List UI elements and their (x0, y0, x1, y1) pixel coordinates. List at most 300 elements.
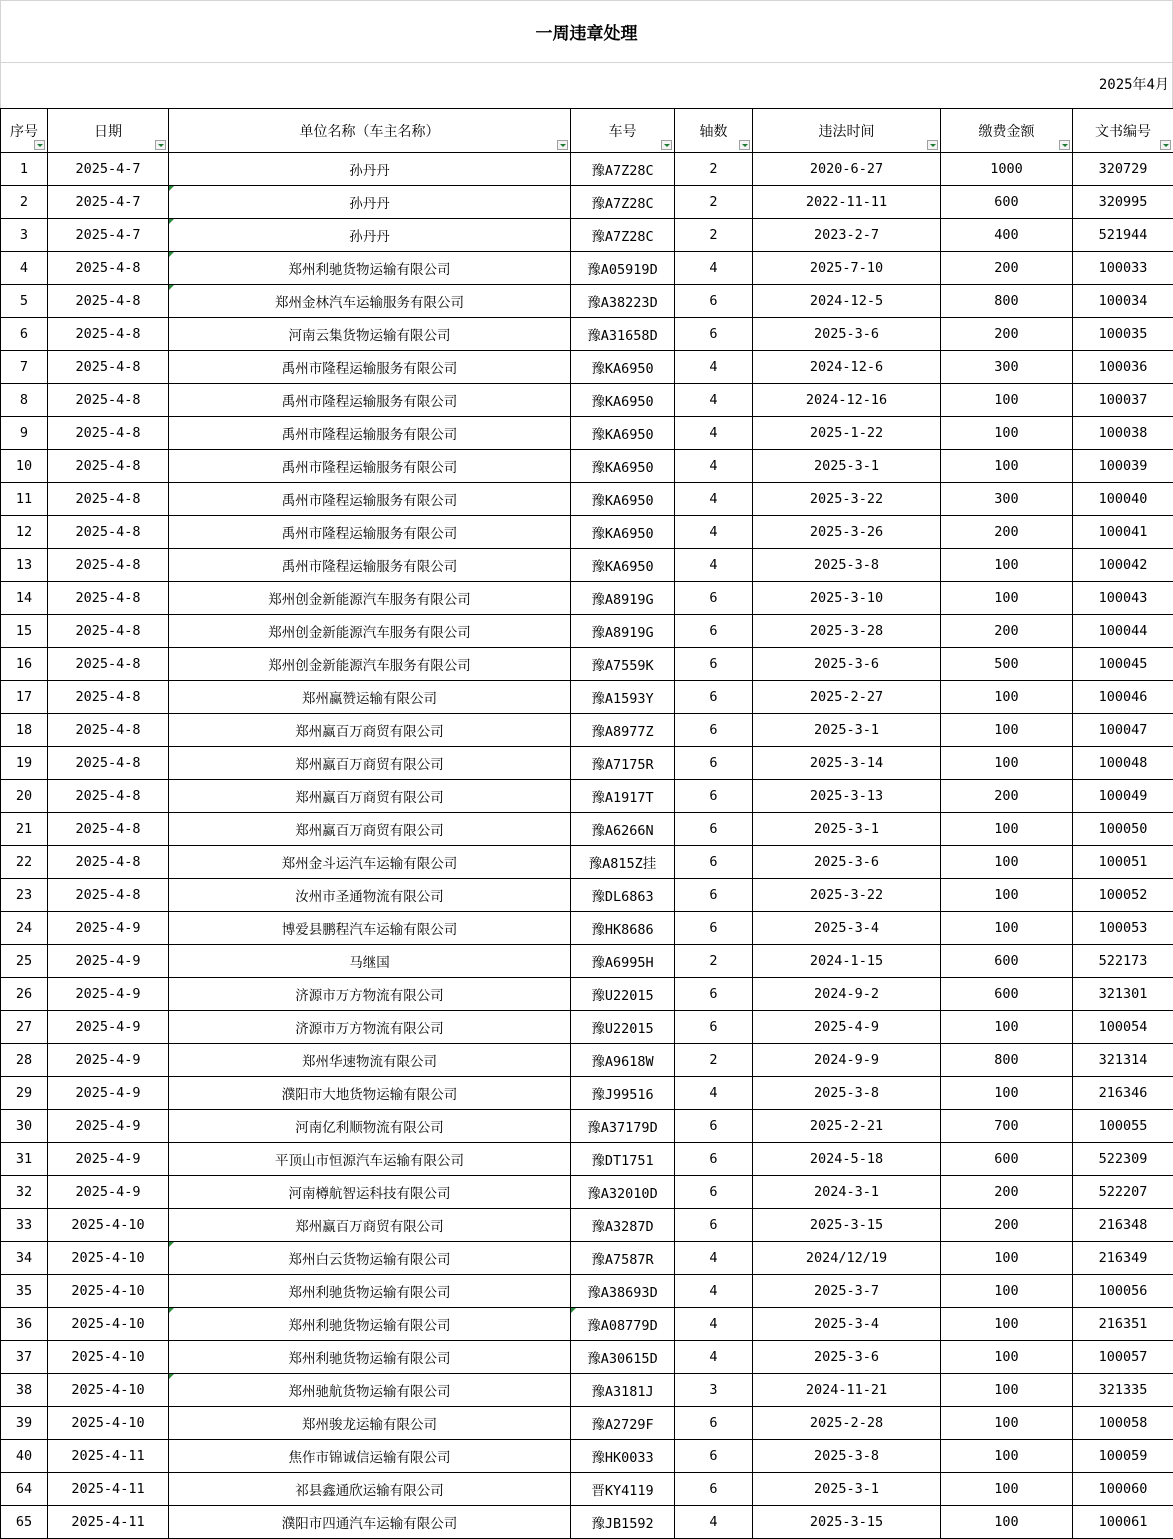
company-cell[interactable]: 孙丹丹 (169, 219, 571, 252)
axles-cell[interactable]: 6 (675, 1011, 753, 1044)
violation-time-cell[interactable]: 2025-7-10 (753, 252, 941, 285)
company-cell[interactable]: 郑州赢百万商贸有限公司 (169, 813, 571, 846)
seq-cell[interactable]: 20 (1, 780, 48, 813)
violation-time-cell[interactable]: 2020-6-27 (753, 153, 941, 186)
fee-cell[interactable]: 600 (941, 945, 1073, 978)
axles-cell[interactable]: 4 (675, 1506, 753, 1539)
plate-cell[interactable]: 豫U22015 (571, 978, 675, 1011)
axles-cell[interactable]: 4 (675, 516, 753, 549)
axles-cell[interactable]: 6 (675, 1440, 753, 1473)
seq-cell[interactable]: 12 (1, 516, 48, 549)
violation-time-cell[interactable]: 2024-12-16 (753, 384, 941, 417)
plate-cell[interactable]: 豫A8919G (571, 582, 675, 615)
fee-cell[interactable]: 100 (941, 1308, 1073, 1341)
doc-no-cell[interactable]: 100043 (1073, 582, 1173, 615)
date-cell[interactable]: 2025-4-8 (48, 648, 169, 681)
date-cell[interactable]: 2025-4-8 (48, 351, 169, 384)
fee-cell[interactable]: 100 (941, 1011, 1073, 1044)
date-cell[interactable]: 2025-4-7 (48, 153, 169, 186)
company-cell[interactable]: 郑州赢赞运输有限公司 (169, 681, 571, 714)
doc-no-cell[interactable]: 522207 (1073, 1176, 1173, 1209)
company-cell[interactable]: 禹州市隆程运输服务有限公司 (169, 483, 571, 516)
filter-dropdown-icon[interactable] (1160, 140, 1171, 150)
date-cell[interactable]: 2025-4-11 (48, 1473, 169, 1506)
fee-cell[interactable]: 1000 (941, 153, 1073, 186)
plate-cell[interactable]: 豫HK0033 (571, 1440, 675, 1473)
date-cell[interactable]: 2025-4-10 (48, 1407, 169, 1440)
doc-no-cell[interactable]: 100056 (1073, 1275, 1173, 1308)
company-cell[interactable]: 郑州赢百万商贸有限公司 (169, 1209, 571, 1242)
violation-time-cell[interactable]: 2025-3-6 (753, 846, 941, 879)
doc-no-cell[interactable]: 522173 (1073, 945, 1173, 978)
fee-cell[interactable]: 200 (941, 1209, 1073, 1242)
date-cell[interactable]: 2025-4-8 (48, 714, 169, 747)
company-cell[interactable]: 郑州利驰货物运输有限公司 (169, 1275, 571, 1308)
company-cell[interactable]: 郑州利驰货物运输有限公司 (169, 1308, 571, 1341)
axles-cell[interactable]: 6 (675, 615, 753, 648)
fee-cell[interactable]: 100 (941, 681, 1073, 714)
axles-cell[interactable]: 4 (675, 1341, 753, 1374)
company-cell[interactable]: 祁县鑫通欣运输有限公司 (169, 1473, 571, 1506)
company-cell[interactable]: 禹州市隆程运输服务有限公司 (169, 516, 571, 549)
date-cell[interactable]: 2025-4-7 (48, 219, 169, 252)
doc-no-cell[interactable]: 100033 (1073, 252, 1173, 285)
filter-dropdown-icon[interactable] (557, 140, 568, 150)
doc-no-cell[interactable]: 100036 (1073, 351, 1173, 384)
plate-cell[interactable]: 豫A30615D (571, 1341, 675, 1374)
company-cell[interactable]: 禹州市隆程运输服务有限公司 (169, 417, 571, 450)
violation-time-cell[interactable]: 2025-3-7 (753, 1275, 941, 1308)
plate-cell[interactable]: 豫A7175R (571, 747, 675, 780)
filter-dropdown-icon[interactable] (927, 140, 938, 150)
axles-cell[interactable]: 6 (675, 1407, 753, 1440)
seq-cell[interactable]: 39 (1, 1407, 48, 1440)
filter-dropdown-icon[interactable] (739, 140, 750, 150)
seq-cell[interactable]: 28 (1, 1044, 48, 1077)
violation-time-cell[interactable]: 2025-4-9 (753, 1011, 941, 1044)
fee-cell[interactable]: 100 (941, 1440, 1073, 1473)
date-cell[interactable]: 2025-4-8 (48, 252, 169, 285)
violation-time-cell[interactable]: 2023-2-7 (753, 219, 941, 252)
company-cell[interactable]: 郑州创金新能源汽车服务有限公司 (169, 648, 571, 681)
violation-time-cell[interactable]: 2025-3-22 (753, 879, 941, 912)
date-cell[interactable]: 2025-4-10 (48, 1341, 169, 1374)
plate-cell[interactable]: 豫A2729F (571, 1407, 675, 1440)
axles-cell[interactable]: 4 (675, 417, 753, 450)
date-cell[interactable]: 2025-4-8 (48, 549, 169, 582)
plate-cell[interactable]: 豫A7587R (571, 1242, 675, 1275)
fee-cell[interactable]: 100 (941, 1275, 1073, 1308)
fee-cell[interactable]: 300 (941, 483, 1073, 516)
date-cell[interactable]: 2025-4-9 (48, 945, 169, 978)
company-cell[interactable]: 濮阳市四通汽车运输有限公司 (169, 1506, 571, 1539)
date-cell[interactable]: 2025-4-9 (48, 1077, 169, 1110)
company-cell[interactable]: 博爱县鹏程汽车运输有限公司 (169, 912, 571, 945)
date-cell[interactable]: 2025-4-8 (48, 846, 169, 879)
company-cell[interactable]: 郑州白云货物运输有限公司 (169, 1242, 571, 1275)
violation-time-cell[interactable]: 2025-1-22 (753, 417, 941, 450)
axles-cell[interactable]: 2 (675, 945, 753, 978)
axles-cell[interactable]: 4 (675, 1308, 753, 1341)
axles-cell[interactable]: 2 (675, 153, 753, 186)
fee-cell[interactable]: 100 (941, 813, 1073, 846)
date-cell[interactable]: 2025-4-10 (48, 1209, 169, 1242)
fee-cell[interactable]: 100 (941, 549, 1073, 582)
date-cell[interactable]: 2025-4-10 (48, 1308, 169, 1341)
axles-cell[interactable]: 6 (675, 747, 753, 780)
plate-cell[interactable]: 豫KA6950 (571, 483, 675, 516)
seq-cell[interactable]: 29 (1, 1077, 48, 1110)
axles-cell[interactable]: 3 (675, 1374, 753, 1407)
plate-cell[interactable]: 豫A31658D (571, 318, 675, 351)
plate-cell[interactable]: 豫A7Z28C (571, 219, 675, 252)
seq-cell[interactable]: 1 (1, 153, 48, 186)
plate-cell[interactable]: 豫A32010D (571, 1176, 675, 1209)
seq-cell[interactable]: 34 (1, 1242, 48, 1275)
company-cell[interactable]: 禹州市隆程运输服务有限公司 (169, 549, 571, 582)
company-cell[interactable]: 济源市万方物流有限公司 (169, 978, 571, 1011)
doc-no-cell[interactable]: 522309 (1073, 1143, 1173, 1176)
plate-cell[interactable]: 豫DT1751 (571, 1143, 675, 1176)
fee-cell[interactable]: 100 (941, 1341, 1073, 1374)
seq-cell[interactable]: 16 (1, 648, 48, 681)
seq-cell[interactable]: 9 (1, 417, 48, 450)
plate-cell[interactable]: 豫A05919D (571, 252, 675, 285)
axles-cell[interactable]: 6 (675, 1110, 753, 1143)
seq-cell[interactable]: 36 (1, 1308, 48, 1341)
fee-cell[interactable]: 600 (941, 1143, 1073, 1176)
date-cell[interactable]: 2025-4-8 (48, 813, 169, 846)
doc-no-cell[interactable]: 216349 (1073, 1242, 1173, 1275)
doc-no-cell[interactable]: 216346 (1073, 1077, 1173, 1110)
seq-cell[interactable]: 22 (1, 846, 48, 879)
axles-cell[interactable]: 6 (675, 285, 753, 318)
violation-time-cell[interactable]: 2024-12-6 (753, 351, 941, 384)
company-cell[interactable]: 郑州金林汽车运输服务有限公司 (169, 285, 571, 318)
violation-time-cell[interactable]: 2025-3-1 (753, 450, 941, 483)
fee-cell[interactable]: 600 (941, 978, 1073, 1011)
doc-no-cell[interactable]: 100038 (1073, 417, 1173, 450)
violation-time-cell[interactable]: 2024-11-21 (753, 1374, 941, 1407)
axles-cell[interactable]: 4 (675, 1275, 753, 1308)
fee-cell[interactable]: 100 (941, 1374, 1073, 1407)
date-cell[interactable]: 2025-4-8 (48, 681, 169, 714)
seq-cell[interactable]: 25 (1, 945, 48, 978)
plate-cell[interactable]: 豫A8919G (571, 615, 675, 648)
doc-no-cell[interactable]: 100046 (1073, 681, 1173, 714)
violation-time-cell[interactable]: 2024/12/19 (753, 1242, 941, 1275)
doc-no-cell[interactable]: 216351 (1073, 1308, 1173, 1341)
seq-cell[interactable]: 4 (1, 252, 48, 285)
violation-time-cell[interactable]: 2025-3-13 (753, 780, 941, 813)
company-cell[interactable]: 郑州创金新能源汽车服务有限公司 (169, 582, 571, 615)
doc-no-cell[interactable]: 100059 (1073, 1440, 1173, 1473)
seq-cell[interactable]: 65 (1, 1506, 48, 1539)
plate-cell[interactable]: 豫U22015 (571, 1011, 675, 1044)
fee-cell[interactable]: 100 (941, 1077, 1073, 1110)
plate-cell[interactable]: 豫A3181J (571, 1374, 675, 1407)
doc-no-cell[interactable]: 100047 (1073, 714, 1173, 747)
axles-cell[interactable]: 6 (675, 1473, 753, 1506)
violation-time-cell[interactable]: 2025-3-15 (753, 1209, 941, 1242)
violation-time-cell[interactable]: 2025-3-8 (753, 549, 941, 582)
axles-cell[interactable]: 6 (675, 582, 753, 615)
fee-cell[interactable]: 100 (941, 1242, 1073, 1275)
axles-cell[interactable]: 6 (675, 648, 753, 681)
plate-cell[interactable]: 豫A7559K (571, 648, 675, 681)
plate-cell[interactable]: 豫DL6863 (571, 879, 675, 912)
doc-no-cell[interactable]: 100045 (1073, 648, 1173, 681)
violation-time-cell[interactable]: 2024-1-15 (753, 945, 941, 978)
doc-no-cell[interactable]: 320995 (1073, 186, 1173, 219)
violation-time-cell[interactable]: 2025-3-6 (753, 318, 941, 351)
plate-cell[interactable]: 晋KY4119 (571, 1473, 675, 1506)
fee-cell[interactable]: 500 (941, 648, 1073, 681)
seq-cell[interactable]: 6 (1, 318, 48, 351)
date-cell[interactable]: 2025-4-11 (48, 1440, 169, 1473)
doc-no-cell[interactable]: 100037 (1073, 384, 1173, 417)
axles-cell[interactable]: 4 (675, 351, 753, 384)
axles-cell[interactable]: 6 (675, 780, 753, 813)
date-cell[interactable]: 2025-4-9 (48, 1110, 169, 1143)
doc-no-cell[interactable]: 100053 (1073, 912, 1173, 945)
doc-no-cell[interactable]: 100055 (1073, 1110, 1173, 1143)
plate-cell[interactable]: 豫A3287D (571, 1209, 675, 1242)
company-cell[interactable]: 郑州金斗运汽车运输有限公司 (169, 846, 571, 879)
company-cell[interactable]: 焦作市锦诚信运输有限公司 (169, 1440, 571, 1473)
seq-cell[interactable]: 24 (1, 912, 48, 945)
date-cell[interactable]: 2025-4-8 (48, 450, 169, 483)
seq-cell[interactable]: 21 (1, 813, 48, 846)
filter-dropdown-icon[interactable] (34, 140, 45, 150)
axles-cell[interactable]: 6 (675, 846, 753, 879)
violation-time-cell[interactable]: 2025-3-4 (753, 912, 941, 945)
fee-cell[interactable]: 400 (941, 219, 1073, 252)
seq-cell[interactable]: 38 (1, 1374, 48, 1407)
date-cell[interactable]: 2025-4-9 (48, 1044, 169, 1077)
doc-no-cell[interactable]: 216348 (1073, 1209, 1173, 1242)
fee-cell[interactable]: 200 (941, 615, 1073, 648)
company-cell[interactable]: 郑州华速物流有限公司 (169, 1044, 571, 1077)
plate-cell[interactable]: 豫A38693D (571, 1275, 675, 1308)
fee-cell[interactable]: 300 (941, 351, 1073, 384)
date-cell[interactable]: 2025-4-9 (48, 912, 169, 945)
date-cell[interactable]: 2025-4-8 (48, 879, 169, 912)
axles-cell[interactable]: 4 (675, 252, 753, 285)
violation-time-cell[interactable]: 2024-12-5 (753, 285, 941, 318)
plate-cell[interactable]: 豫KA6950 (571, 549, 675, 582)
company-cell[interactable]: 河南云集货物运输有限公司 (169, 318, 571, 351)
plate-cell[interactable]: 豫A6995H (571, 945, 675, 978)
plate-cell[interactable]: 豫J99516 (571, 1077, 675, 1110)
company-cell[interactable]: 郑州驰航货物运输有限公司 (169, 1374, 571, 1407)
violation-time-cell[interactable]: 2024-9-9 (753, 1044, 941, 1077)
fee-cell[interactable]: 100 (941, 384, 1073, 417)
company-cell[interactable]: 郑州赢百万商贸有限公司 (169, 747, 571, 780)
violation-time-cell[interactable]: 2025-3-1 (753, 1473, 941, 1506)
fee-cell[interactable]: 200 (941, 252, 1073, 285)
plate-cell[interactable]: 豫A7Z28C (571, 153, 675, 186)
fee-cell[interactable]: 800 (941, 1044, 1073, 1077)
doc-no-cell[interactable]: 321301 (1073, 978, 1173, 1011)
company-cell[interactable]: 济源市万方物流有限公司 (169, 1011, 571, 1044)
plate-cell[interactable]: 豫A37179D (571, 1110, 675, 1143)
doc-no-cell[interactable]: 320729 (1073, 153, 1173, 186)
axles-cell[interactable]: 2 (675, 186, 753, 219)
date-cell[interactable]: 2025-4-8 (48, 747, 169, 780)
seq-cell[interactable]: 13 (1, 549, 48, 582)
violation-time-cell[interactable]: 2025-3-22 (753, 483, 941, 516)
fee-cell[interactable]: 600 (941, 186, 1073, 219)
doc-no-cell[interactable]: 100054 (1073, 1011, 1173, 1044)
company-cell[interactable]: 孙丹丹 (169, 153, 571, 186)
fee-cell[interactable]: 100 (941, 417, 1073, 450)
axles-cell[interactable]: 6 (675, 1209, 753, 1242)
violation-time-cell[interactable]: 2025-2-21 (753, 1110, 941, 1143)
axles-cell[interactable]: 4 (675, 1077, 753, 1110)
date-cell[interactable]: 2025-4-9 (48, 978, 169, 1011)
date-cell[interactable]: 2025-4-10 (48, 1242, 169, 1275)
axles-cell[interactable]: 4 (675, 384, 753, 417)
seq-cell[interactable]: 15 (1, 615, 48, 648)
seq-cell[interactable]: 8 (1, 384, 48, 417)
violation-time-cell[interactable]: 2025-3-6 (753, 1341, 941, 1374)
date-cell[interactable]: 2025-4-11 (48, 1506, 169, 1539)
date-cell[interactable]: 2025-4-8 (48, 318, 169, 351)
plate-cell[interactable]: 豫A1917T (571, 780, 675, 813)
axles-cell[interactable]: 6 (675, 1176, 753, 1209)
seq-cell[interactable]: 11 (1, 483, 48, 516)
fee-cell[interactable]: 200 (941, 318, 1073, 351)
doc-no-cell[interactable]: 100044 (1073, 615, 1173, 648)
violation-time-cell[interactable]: 2025-3-1 (753, 714, 941, 747)
date-cell[interactable]: 2025-4-8 (48, 417, 169, 450)
seq-cell[interactable]: 26 (1, 978, 48, 1011)
company-cell[interactable]: 郑州创金新能源汽车服务有限公司 (169, 615, 571, 648)
doc-no-cell[interactable]: 100057 (1073, 1341, 1173, 1374)
date-cell[interactable]: 2025-4-10 (48, 1374, 169, 1407)
plate-cell[interactable]: 豫A8977Z (571, 714, 675, 747)
fee-cell[interactable]: 100 (941, 846, 1073, 879)
doc-no-cell[interactable]: 100061 (1073, 1506, 1173, 1539)
plate-cell[interactable]: 豫A9618W (571, 1044, 675, 1077)
seq-cell[interactable]: 5 (1, 285, 48, 318)
violation-time-cell[interactable]: 2024-5-18 (753, 1143, 941, 1176)
violation-time-cell[interactable]: 2025-3-4 (753, 1308, 941, 1341)
date-cell[interactable]: 2025-4-8 (48, 285, 169, 318)
axles-cell[interactable]: 6 (675, 1143, 753, 1176)
seq-cell[interactable]: 10 (1, 450, 48, 483)
company-cell[interactable]: 河南亿利顺物流有限公司 (169, 1110, 571, 1143)
fee-cell[interactable]: 100 (941, 714, 1073, 747)
seq-cell[interactable]: 35 (1, 1275, 48, 1308)
violation-time-cell[interactable]: 2025-2-27 (753, 681, 941, 714)
date-cell[interactable]: 2025-4-8 (48, 615, 169, 648)
axles-cell[interactable]: 4 (675, 450, 753, 483)
seq-cell[interactable]: 14 (1, 582, 48, 615)
fee-cell[interactable]: 100 (941, 450, 1073, 483)
seq-cell[interactable]: 23 (1, 879, 48, 912)
doc-no-cell[interactable]: 100039 (1073, 450, 1173, 483)
seq-cell[interactable]: 27 (1, 1011, 48, 1044)
doc-no-cell[interactable]: 100048 (1073, 747, 1173, 780)
seq-cell[interactable]: 19 (1, 747, 48, 780)
plate-cell[interactable]: 豫KA6950 (571, 516, 675, 549)
violation-time-cell[interactable]: 2025-3-15 (753, 1506, 941, 1539)
company-cell[interactable]: 孙丹丹 (169, 186, 571, 219)
fee-cell[interactable]: 800 (941, 285, 1073, 318)
seq-cell[interactable]: 17 (1, 681, 48, 714)
axles-cell[interactable]: 6 (675, 318, 753, 351)
company-cell[interactable]: 郑州利驰货物运输有限公司 (169, 252, 571, 285)
plate-cell[interactable]: 豫HK8686 (571, 912, 675, 945)
fee-cell[interactable]: 100 (941, 582, 1073, 615)
doc-no-cell[interactable]: 321314 (1073, 1044, 1173, 1077)
doc-no-cell[interactable]: 100034 (1073, 285, 1173, 318)
doc-no-cell[interactable]: 100049 (1073, 780, 1173, 813)
doc-no-cell[interactable]: 100042 (1073, 549, 1173, 582)
fee-cell[interactable]: 200 (941, 516, 1073, 549)
seq-cell[interactable]: 7 (1, 351, 48, 384)
doc-no-cell[interactable]: 100050 (1073, 813, 1173, 846)
violation-time-cell[interactable]: 2025-3-26 (753, 516, 941, 549)
violation-time-cell[interactable]: 2025-2-28 (753, 1407, 941, 1440)
violation-time-cell[interactable]: 2025-3-28 (753, 615, 941, 648)
axles-cell[interactable]: 6 (675, 879, 753, 912)
filter-dropdown-icon[interactable] (1059, 140, 1070, 150)
fee-cell[interactable]: 100 (941, 879, 1073, 912)
axles-cell[interactable]: 4 (675, 549, 753, 582)
seq-cell[interactable]: 32 (1, 1176, 48, 1209)
plate-cell[interactable]: 豫KA6950 (571, 351, 675, 384)
doc-no-cell[interactable]: 100052 (1073, 879, 1173, 912)
company-cell[interactable]: 郑州赢百万商贸有限公司 (169, 714, 571, 747)
axles-cell[interactable]: 6 (675, 681, 753, 714)
doc-no-cell[interactable]: 100035 (1073, 318, 1173, 351)
violation-time-cell[interactable]: 2022-11-11 (753, 186, 941, 219)
company-cell[interactable]: 平顶山市恒源汽车运输有限公司 (169, 1143, 571, 1176)
company-cell[interactable]: 禹州市隆程运输服务有限公司 (169, 351, 571, 384)
fee-cell[interactable]: 100 (941, 747, 1073, 780)
axles-cell[interactable]: 6 (675, 813, 753, 846)
company-cell[interactable]: 河南樽航智运科技有限公司 (169, 1176, 571, 1209)
plate-cell[interactable]: 豫A815Z挂 (571, 846, 675, 879)
seq-cell[interactable]: 33 (1, 1209, 48, 1242)
date-cell[interactable]: 2025-4-9 (48, 1143, 169, 1176)
fee-cell[interactable]: 100 (941, 1506, 1073, 1539)
fee-cell[interactable]: 200 (941, 780, 1073, 813)
violation-time-cell[interactable]: 2025-3-1 (753, 813, 941, 846)
fee-cell[interactable]: 200 (941, 1176, 1073, 1209)
axles-cell[interactable]: 2 (675, 219, 753, 252)
violation-time-cell[interactable]: 2025-3-8 (753, 1077, 941, 1110)
date-cell[interactable]: 2025-4-8 (48, 483, 169, 516)
doc-no-cell[interactable]: 100041 (1073, 516, 1173, 549)
doc-no-cell[interactable]: 100051 (1073, 846, 1173, 879)
company-cell[interactable]: 汝州市圣通物流有限公司 (169, 879, 571, 912)
date-cell[interactable]: 2025-4-9 (48, 1176, 169, 1209)
plate-cell[interactable]: 豫A38223D (571, 285, 675, 318)
fee-cell[interactable]: 700 (941, 1110, 1073, 1143)
axles-cell[interactable]: 6 (675, 978, 753, 1011)
doc-no-cell[interactable]: 100058 (1073, 1407, 1173, 1440)
violation-time-cell[interactable]: 2025-3-8 (753, 1440, 941, 1473)
violation-time-cell[interactable]: 2025-3-6 (753, 648, 941, 681)
doc-no-cell[interactable]: 321335 (1073, 1374, 1173, 1407)
axles-cell[interactable]: 6 (675, 714, 753, 747)
seq-cell[interactable]: 2 (1, 186, 48, 219)
doc-no-cell[interactable]: 100060 (1073, 1473, 1173, 1506)
